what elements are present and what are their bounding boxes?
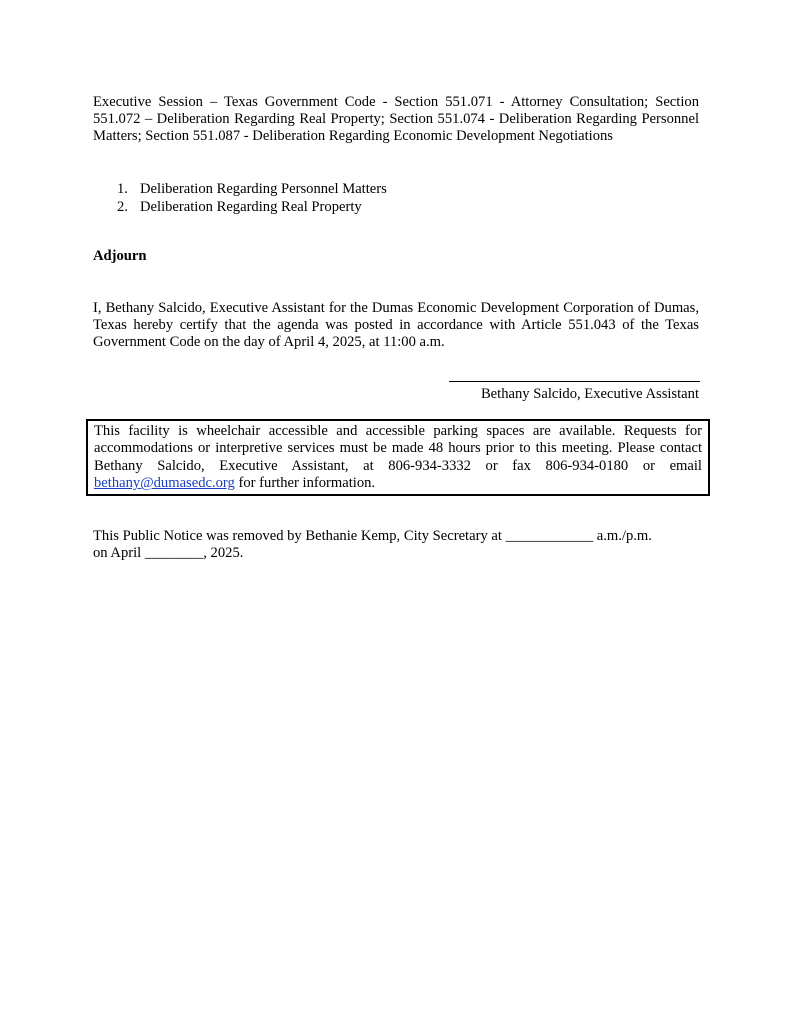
certification-text: I, Bethany Salcido, Executive Assistant for the Dumas Economic Development Corporation of Dumas, Texas hereby certify that the agenda was posted in accordance with Article 551.043 of the Texas Government Code on the day of April 4, 2025, at 11:00 a.m.	[93, 300, 699, 351]
certification-section	[93, 300, 699, 352]
signature-line	[449, 381, 700, 382]
list-item	[117, 198, 617, 216]
list-item-text: Deliberation Regarding Personnel Matters	[140, 181, 387, 197]
adjourn-heading: Adjourn	[93, 248, 147, 264]
removal-notice-line1: This Public Notice was removed by Bethanie Kemp, City Secretary at ____________ a.m./p.m.	[93, 528, 652, 544]
signature-name-title: Bethany Salcido, Executive Assistant	[480, 386, 699, 402]
accessibility-notice-text-after: for further information.	[234, 475, 376, 492]
executive-session-section	[93, 94, 699, 146]
list-item-text: Deliberation Regarding Real Property	[140, 199, 362, 215]
executive-session-text: Executive Session – Texas Government Code - Section 551.071 - Attorney Consultation; Section 551.072 – Deliberation Regarding Real Property; Section 551.074 - Deliberation Regarding Personnel Matters; Section 551.087 - Deliberation Regarding Economic Development Negotiations	[93, 94, 699, 145]
removal-notice-line2: on April ________, 2025.	[93, 545, 244, 562]
accessibility-notice-text-before: This facility is wheelchair accessible and accessible parking spaces are available. Requests for accommodations or interpretive services must be made 48 hours prior to this meeting. Please contact Bethany Salcido, Executive Assistant, at 806-934-3332 or fax 806-934-0180 or email	[94, 423, 702, 474]
list-item-number: 1.	[117, 181, 128, 197]
agenda-list	[117, 180, 617, 216]
removal-notice	[93, 528, 713, 563]
list-item	[117, 180, 617, 198]
list-item-number: 2.	[117, 199, 128, 215]
accessibility-notice-box	[86, 419, 710, 496]
accessibility-notice-text	[94, 423, 702, 493]
email-link[interactable]: bethany@dumasedc.org	[94, 475, 235, 492]
